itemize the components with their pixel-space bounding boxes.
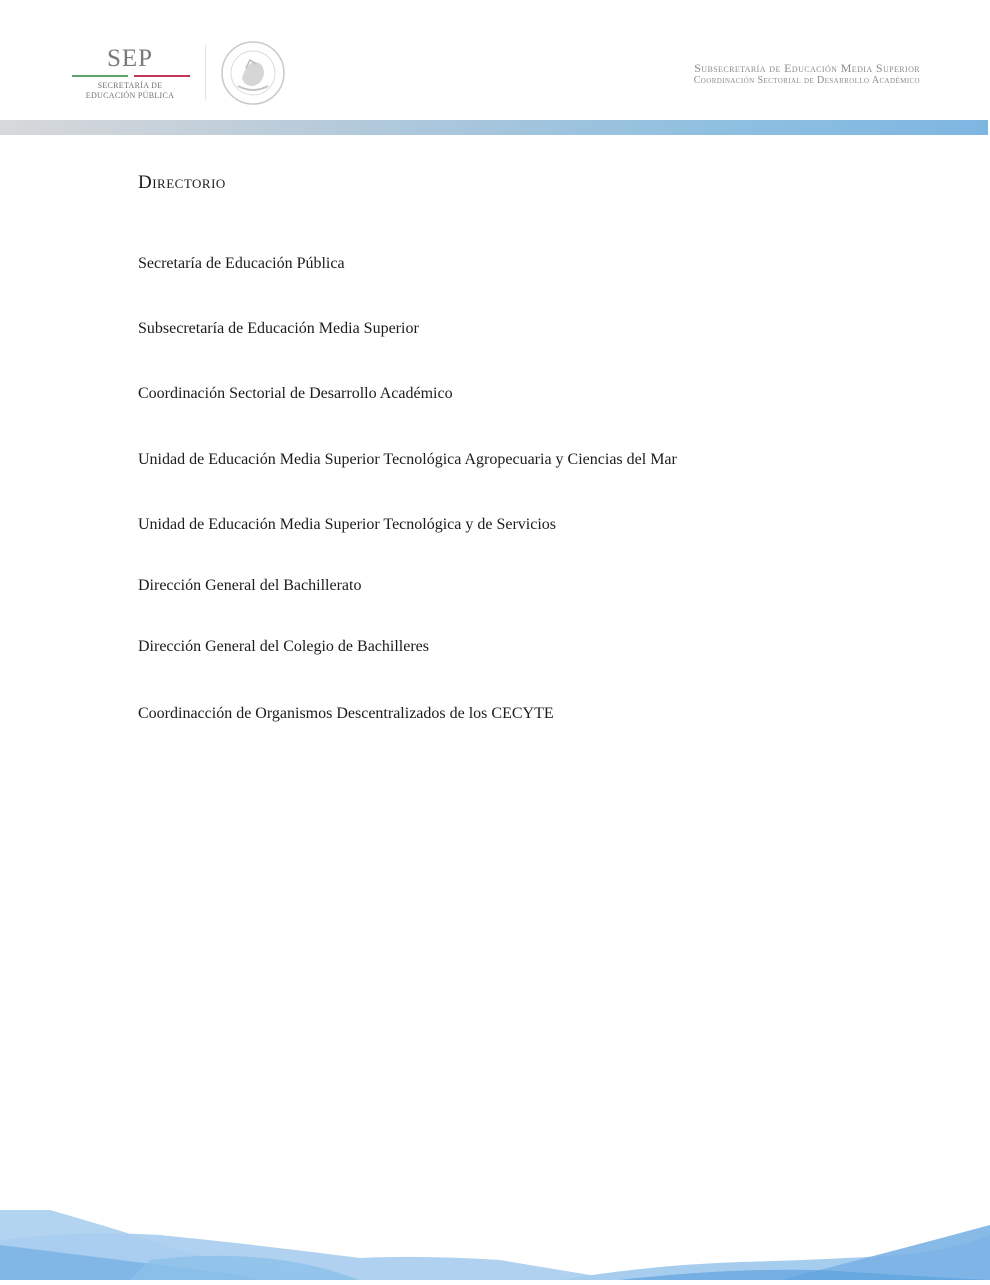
page-header (0, 0, 990, 120)
coat-of-arms-seal-icon (220, 40, 286, 106)
logo-divider (205, 45, 206, 100)
footer-waves (0, 1180, 990, 1280)
directory-entry: Dirección General del Colegio de Bachilleres (138, 638, 429, 655)
sep-logo (70, 46, 190, 101)
header-institution (694, 61, 920, 87)
directory-entry: Coordinación Sectorial de Desarrollo Académico (138, 385, 453, 402)
green-stripe (72, 75, 128, 77)
logo-line-2: EDUCACIÓN PÚBLICA (85, 91, 175, 100)
directory-entry: Unidad de Educación Media Superior Tecnológica y de Servicios (138, 516, 557, 533)
header-subsecretaria: Subsecretaría de Educación Media Superior (694, 61, 920, 75)
sep-acronym: SEP (106, 45, 154, 72)
logo-line-1: SECRETARÍA DE (97, 81, 163, 90)
logo-stripes (72, 75, 190, 77)
header-coordinacion: Coordinación Sectorial de Desarrollo Académico (693, 75, 920, 86)
page-title: Directorio (138, 172, 226, 193)
directory-entry: Dirección General del Bachillerato (138, 577, 362, 594)
directory-entry: Coordinacción de Organismos Descentralizados de los CECYTE (138, 705, 554, 722)
directory-entry: Secretaría de Educación Pública (138, 255, 345, 272)
directory-entry: Unidad de Educación Media Superior Tecnológica Agropecuaria y Ciencias del Mar (138, 451, 677, 468)
red-stripe (134, 75, 190, 77)
header-gradient-band (0, 120, 988, 135)
directory-entry: Subsecretaría de Educación Media Superior (138, 320, 419, 337)
